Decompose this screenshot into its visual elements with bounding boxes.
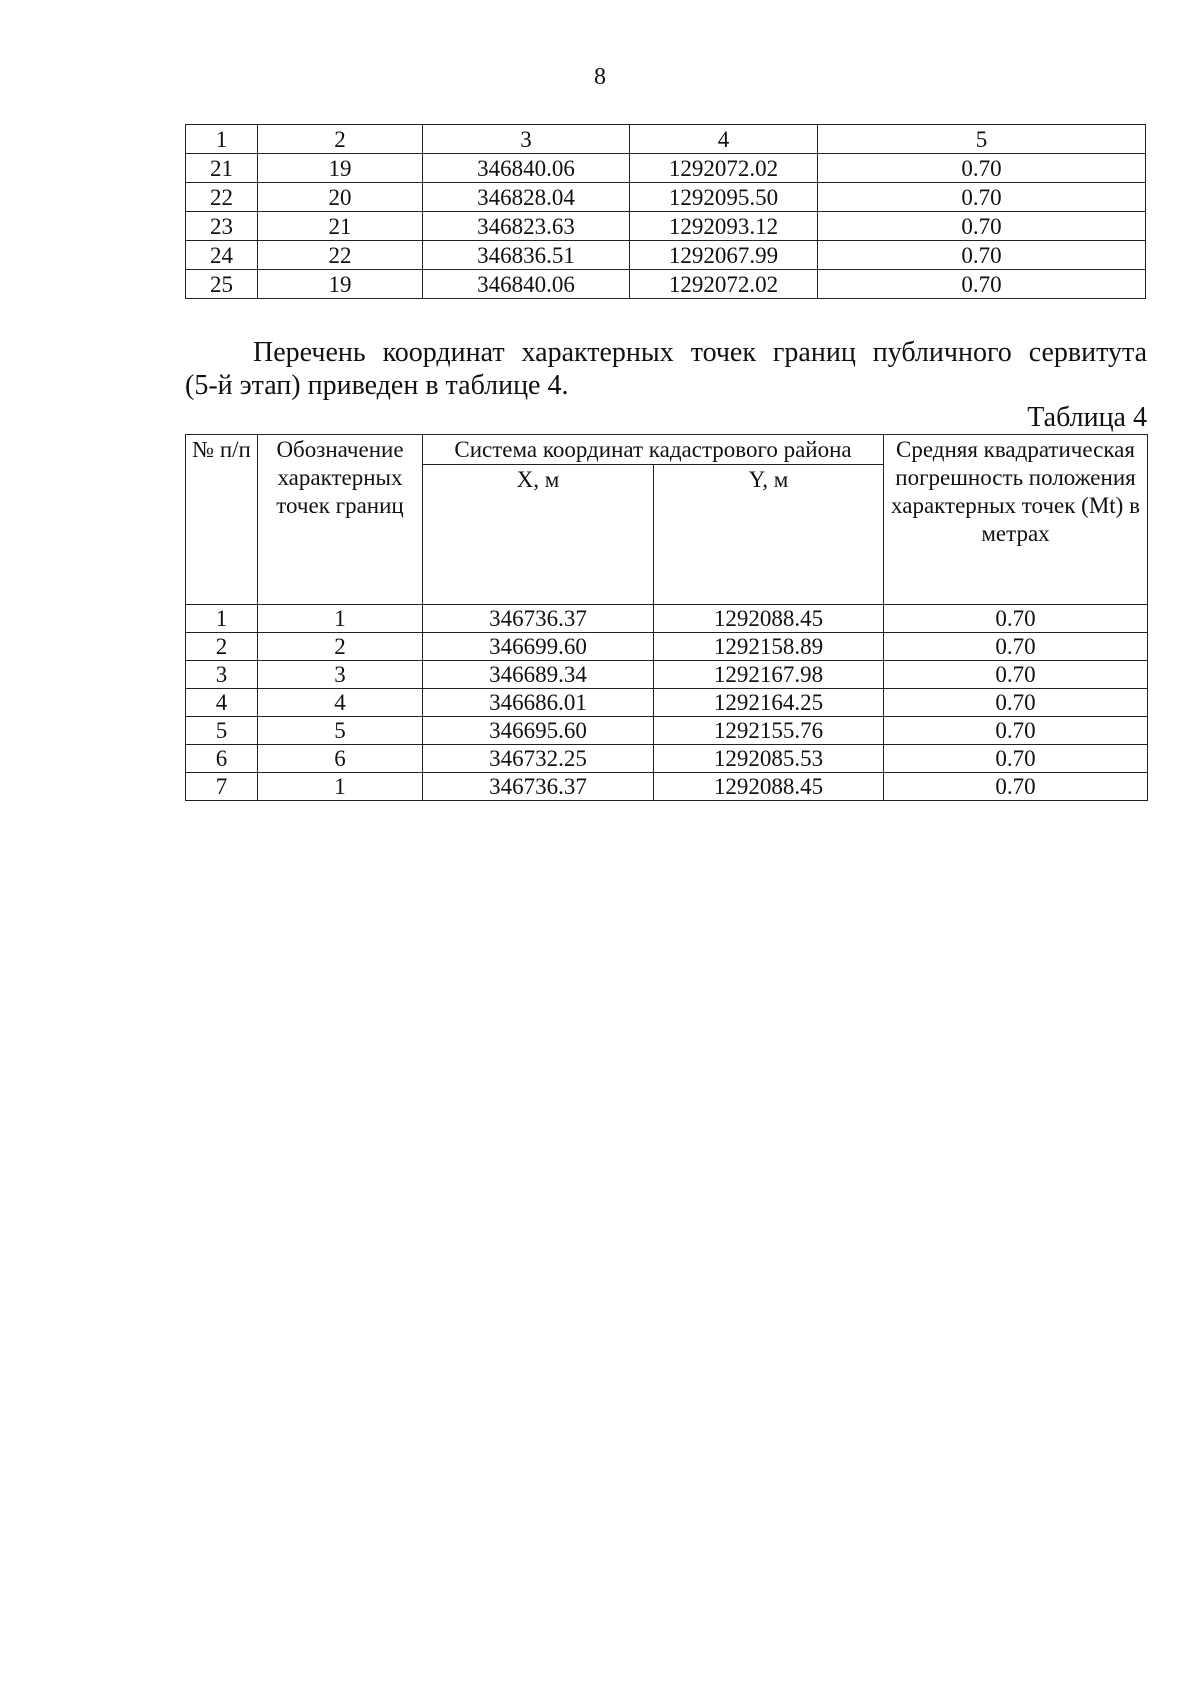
table-cell: 0.70	[884, 773, 1148, 801]
table-row	[186, 241, 1146, 270]
table-cell: 24	[186, 241, 258, 270]
table-cell: 1292072.02	[630, 154, 818, 183]
table-cell: 346836.51	[423, 241, 630, 270]
table-cell: 346686.01	[423, 689, 654, 717]
table-cell: 346736.37	[423, 773, 654, 801]
table-row	[186, 154, 1146, 183]
table-row	[186, 605, 1148, 633]
header-num: № п/п	[186, 435, 258, 605]
table-cell: 346828.04	[423, 183, 630, 212]
table-cell: 346689.34	[423, 661, 654, 689]
table-cell: 1292085.53	[654, 745, 884, 773]
table-cell: 5	[258, 717, 423, 745]
table-row	[186, 633, 1148, 661]
header-cell: 4	[630, 125, 818, 154]
table-cell: 346736.37	[423, 605, 654, 633]
table-cell: 1292158.89	[654, 633, 884, 661]
table-cell: 5	[186, 717, 258, 745]
table-cell: 7	[186, 773, 258, 801]
table-cell: 23	[186, 212, 258, 241]
header-designation: Обозначение характерных точек границ	[258, 435, 423, 605]
table-cell: 25	[186, 270, 258, 299]
table-cell: 346840.06	[423, 270, 630, 299]
table-cell: 21	[186, 154, 258, 183]
table-row	[186, 717, 1148, 745]
table-cell: 6	[258, 745, 423, 773]
header-mean-error: Средняя квадратическая погрешность положения характерных точек (Mt) в метрах	[884, 435, 1148, 605]
table-cell: 346699.60	[423, 633, 654, 661]
table-row	[186, 183, 1146, 212]
table-row	[186, 689, 1148, 717]
header-x: X, м	[423, 465, 654, 605]
header-cell: 1	[186, 125, 258, 154]
table-cell: 0.70	[884, 633, 1148, 661]
table-cell: 0.70	[884, 661, 1148, 689]
header-y: Y, м	[654, 465, 884, 605]
table-cell: 22	[258, 241, 423, 270]
table-row-header	[186, 125, 1146, 154]
table-cell: 21	[258, 212, 423, 241]
table-cell: 1292155.76	[654, 717, 884, 745]
table-cell: 1292072.02	[630, 270, 818, 299]
paragraph-line-1: Перечень координат характерных точек границ публичного сервитута	[253, 337, 1147, 368]
table-cell: 19	[258, 154, 423, 183]
table-cell: 2	[258, 633, 423, 661]
table-cell: 3	[258, 661, 423, 689]
table-cell: 0.70	[884, 689, 1148, 717]
table-cell: 4	[258, 689, 423, 717]
coordinates-table-4	[185, 434, 1148, 801]
table-cell: 1292093.12	[630, 212, 818, 241]
table-cell: 1292164.25	[654, 689, 884, 717]
table-cell: 19	[258, 270, 423, 299]
table-cell: 4	[186, 689, 258, 717]
table-cell: 0.70	[884, 605, 1148, 633]
intro-paragraph	[185, 336, 1147, 402]
table-cell: 1	[258, 605, 423, 633]
table-cell: 0.70	[884, 745, 1148, 773]
table-cell: 346695.60	[423, 717, 654, 745]
coordinates-table-continued	[185, 124, 1146, 299]
table-row	[186, 212, 1146, 241]
table-cell: 3	[186, 661, 258, 689]
table-row	[186, 745, 1148, 773]
table-cell: 1292067.99	[630, 241, 818, 270]
table-row	[186, 661, 1148, 689]
table-row	[186, 270, 1146, 299]
table-cell: 1292088.45	[654, 773, 884, 801]
table-row	[186, 773, 1148, 801]
header-coordinate-system: Система координат кадастрового района	[423, 435, 884, 465]
table-cell: 0.70	[884, 717, 1148, 745]
table-cell: 2	[186, 633, 258, 661]
page-number: 8	[594, 64, 606, 90]
table-4-body	[186, 605, 1148, 801]
table-cell: 346732.25	[423, 745, 654, 773]
table-cell: 346840.06	[423, 154, 630, 183]
table-cell: 0.70	[818, 241, 1146, 270]
table-cell: 22	[186, 183, 258, 212]
table-cell: 1292167.98	[654, 661, 884, 689]
table-cell: 1292088.45	[654, 605, 884, 633]
table-cell: 346823.63	[423, 212, 630, 241]
table-cell: 1	[258, 773, 423, 801]
table-cell: 6	[186, 745, 258, 773]
table-cell: 0.70	[818, 270, 1146, 299]
table-caption: Таблица 4	[1027, 402, 1147, 433]
table-cell: 20	[258, 183, 423, 212]
header-row-1	[186, 435, 1148, 465]
header-cell: 2	[258, 125, 423, 154]
table-cell: 0.70	[818, 183, 1146, 212]
header-cell: 3	[423, 125, 630, 154]
header-cell: 5	[818, 125, 1146, 154]
table-cell: 1292095.50	[630, 183, 818, 212]
table-cell: 0.70	[818, 212, 1146, 241]
table-cell: 0.70	[818, 154, 1146, 183]
table-4-header	[186, 435, 1148, 605]
table-cell: 1	[186, 605, 258, 633]
table-top-body	[186, 125, 1146, 299]
paragraph-line-2: (5-й этап) приведен в таблице 4.	[185, 370, 569, 401]
